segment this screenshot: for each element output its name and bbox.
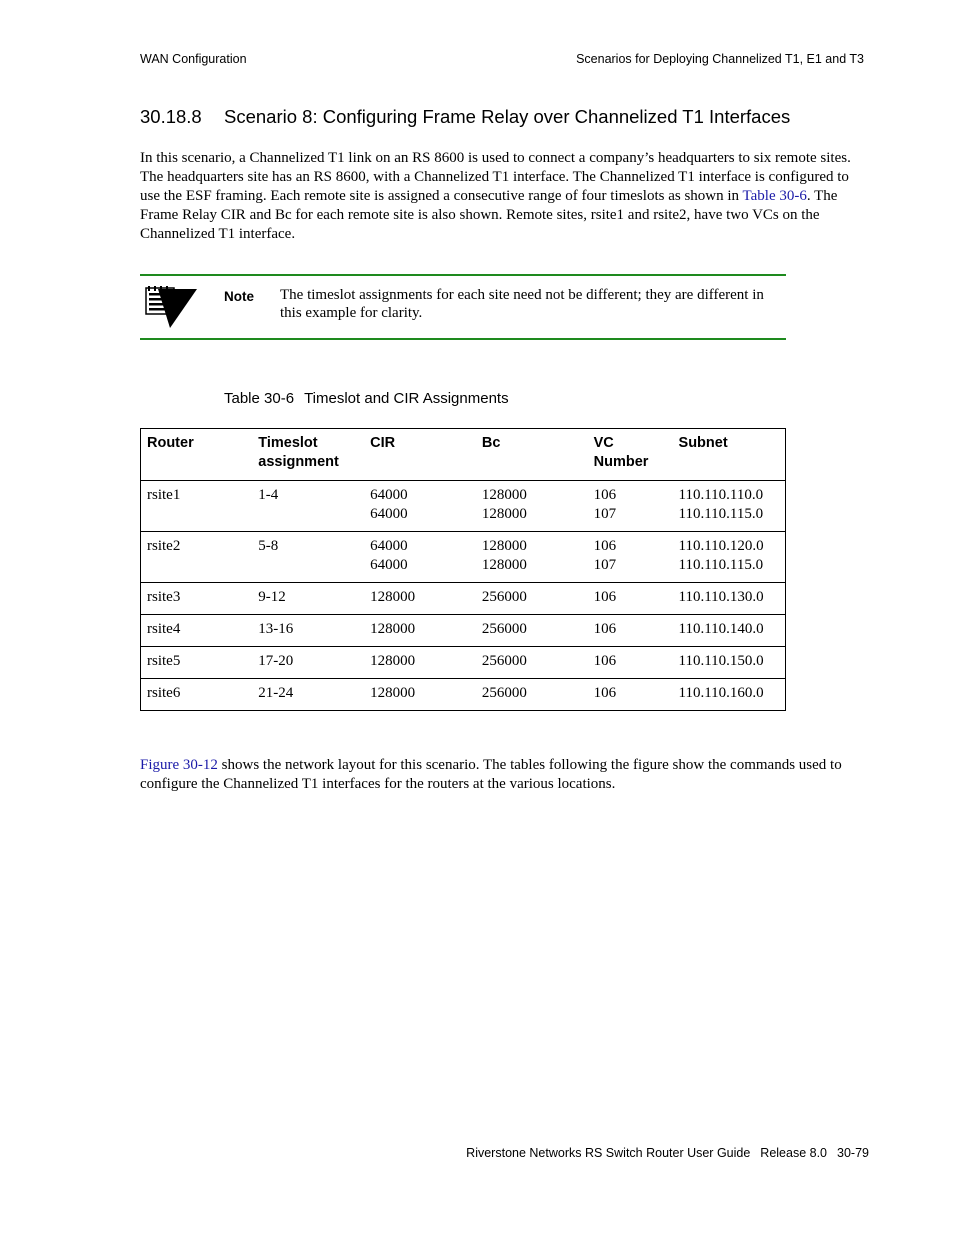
footer-page-number: 30-79 (837, 1146, 869, 1160)
col-header-subnet: Subnet (673, 429, 786, 481)
table-header-row (141, 429, 786, 481)
cell-vc (588, 481, 673, 532)
col-header-cir: CIR (364, 429, 476, 481)
table-30-6-link[interactable]: Table 30-6 (742, 188, 807, 204)
running-header-left: WAN Configuration (140, 52, 247, 66)
table-row (141, 583, 786, 615)
page-footer (466, 1146, 869, 1160)
cell-timeslot: 9-12 (252, 583, 364, 615)
cell-subnet (673, 532, 786, 583)
note-box (140, 274, 786, 340)
cell-cir-value: 128000 (370, 653, 416, 669)
footer-release: Release 8.0 (760, 1146, 828, 1160)
cell-bc (476, 583, 588, 615)
cell-vc-value: 107 (593, 557, 617, 573)
cell-vc-value: 106 (593, 538, 617, 554)
cell-subnet-value: 110.110.110.0 (678, 487, 764, 503)
table-caption (224, 390, 509, 407)
intro-text-2: . The Frame Relay CIR and Bc for each remote site is also shown. Remote sites, rsite1 and rsite2, have two VCs on the Channelized T1 interface. (140, 188, 838, 242)
col-header-router: Router (141, 429, 253, 481)
cell-vc (588, 679, 673, 711)
figure-30-12-link[interactable]: Figure 30-12 (140, 757, 218, 773)
closing-paragraph (140, 756, 868, 794)
cell-timeslot: 17-20 (252, 647, 364, 679)
cell-subnet (673, 679, 786, 711)
table-caption-label: Table 30-6 (224, 390, 295, 407)
cell-vc (588, 532, 673, 583)
cell-cir (364, 679, 476, 711)
cell-cir (364, 647, 476, 679)
cell-vc (588, 583, 673, 615)
cell-subnet-value: 110.110.160.0 (678, 685, 764, 701)
cell-subnet-value: 110.110.115.0 (678, 506, 764, 522)
col-header-bc: Bc (476, 429, 588, 481)
table-row (141, 481, 786, 532)
col-header-vc: VC Number (588, 429, 673, 481)
table-row (141, 679, 786, 711)
cell-bc-value: 128000 (481, 538, 527, 554)
cell-router: rsite1 (141, 481, 253, 532)
cell-cir (364, 583, 476, 615)
section-heading (140, 106, 790, 128)
cell-vc-value: 106 (593, 589, 617, 605)
cell-subnet-value: 110.110.120.0 (678, 538, 764, 554)
section-number: 30.18.8 (140, 106, 202, 127)
timeslot-cir-table (140, 428, 786, 711)
cell-bc-value: 128000 (481, 506, 527, 522)
cell-bc-value: 128000 (481, 557, 527, 573)
cell-subnet (673, 615, 786, 647)
cell-cir-value: 128000 (370, 685, 416, 701)
cell-subnet (673, 647, 786, 679)
cell-bc (476, 481, 588, 532)
note-pad-arrow-icon (142, 285, 198, 329)
cell-vc-value: 106 (593, 487, 617, 503)
cell-bc-value: 256000 (481, 621, 527, 637)
cell-timeslot: 13-16 (252, 615, 364, 647)
cell-subnet-value: 110.110.115.0 (678, 557, 764, 573)
cell-subnet (673, 481, 786, 532)
cell-router: rsite4 (141, 615, 253, 647)
cell-timeslot: 5-8 (252, 532, 364, 583)
cell-cir-value: 64000 (370, 487, 408, 503)
cell-vc-value: 107 (593, 506, 617, 522)
intro-text-1: In this scenario, a Channelized T1 link on an RS 8600 is used to connect a company’s headquarters to six remote sites. The headquarters site has an RS 8600, with a Channelized T1 interface. The Channelized T1 interface is configured to use the ESF framing. Each remote site is assigned a consecutive range of four timeslots as shown in (140, 150, 851, 204)
cell-router: rsite3 (141, 583, 253, 615)
cell-bc (476, 647, 588, 679)
note-text: The timeslot assignments for each site need not be different; they are different in this example for clarity. (280, 287, 764, 321)
cell-vc-value: 106 (593, 653, 617, 669)
cell-bc (476, 532, 588, 583)
table-caption-title: Timeslot and CIR Assignments (304, 390, 509, 407)
cell-subnet-value: 110.110.130.0 (678, 589, 764, 605)
cell-subnet-value: 110.110.150.0 (678, 653, 764, 669)
cell-timeslot: 21-24 (258, 685, 294, 701)
cell-bc-value: 128000 (481, 487, 527, 503)
cell-bc-value: 256000 (481, 589, 527, 605)
cell-bc-value: 256000 (481, 653, 527, 669)
cell-cir-value: 64000 (370, 557, 408, 573)
table-row (141, 532, 786, 583)
cell-cir-value: 64000 (370, 538, 408, 554)
cell-bc-value: 256000 (481, 685, 527, 701)
closing-text: shows the network layout for this scenario. The tables following the figure show the commands used to configure the Channelized T1 interfaces for the routers at the various locations. (140, 757, 842, 792)
note-label: Note (224, 289, 254, 304)
cell-vc-value: 106 (593, 621, 617, 637)
cell-vc (588, 647, 673, 679)
cell-subnet (673, 583, 786, 615)
cell-bc (476, 679, 588, 711)
cell-bc (476, 615, 588, 647)
cell-router: rsite5 (141, 647, 253, 679)
col-header-timeslot: Timeslot assignment (252, 429, 364, 481)
cell-subnet-value: 110.110.140.0 (678, 621, 764, 637)
table-row (141, 647, 786, 679)
cell-cir-value: 64000 (370, 506, 408, 522)
cell-cir (364, 481, 476, 532)
table-row (141, 615, 786, 647)
cell-cir-value: 128000 (370, 621, 416, 637)
running-header-right: Scenarios for Deploying Channelized T1, E1 and T3 (576, 52, 864, 66)
table-body (141, 481, 786, 711)
cell-cir-value: 128000 (370, 589, 416, 605)
section-title: Scenario 8: Configuring Frame Relay over Channelized T1 Interfaces (224, 106, 791, 127)
cell-router: rsite2 (141, 532, 253, 583)
cell-vc (588, 615, 673, 647)
intro-paragraph (140, 149, 868, 244)
footer-guide-title: Riverstone Networks RS Switch Router User Guide (466, 1146, 751, 1160)
cell-router: rsite6 (147, 685, 181, 701)
cell-timeslot: 1-4 (252, 481, 364, 532)
cell-vc-value: 106 (593, 685, 617, 701)
cell-cir (364, 532, 476, 583)
cell-cir (364, 615, 476, 647)
